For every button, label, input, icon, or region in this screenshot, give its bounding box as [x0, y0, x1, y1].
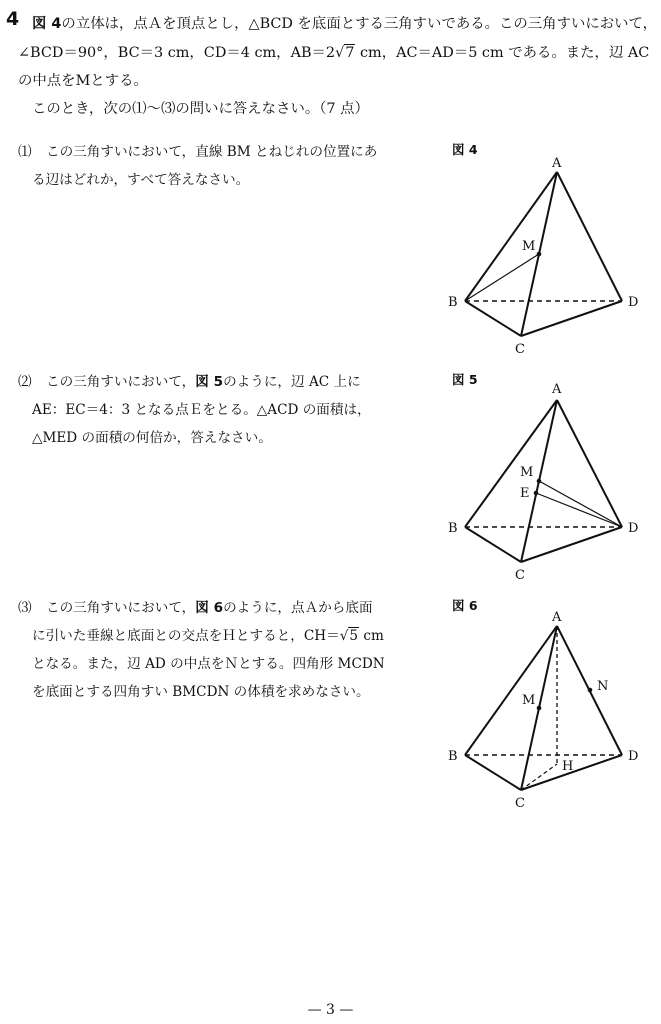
label-D: D	[628, 749, 639, 764]
point-M	[537, 252, 542, 257]
q3-line-2: に引いた垂線と底面との交点をＨとすると，CH＝√5 cm	[32, 628, 384, 644]
label-D: D	[628, 295, 639, 310]
point-E	[534, 491, 539, 496]
segment-BM	[465, 254, 539, 301]
q2-number: ⑵	[18, 374, 32, 390]
label-M: M	[522, 693, 536, 708]
edge-CD	[521, 301, 622, 336]
label-H: H	[562, 759, 574, 774]
label-C: C	[515, 796, 525, 811]
question-number: 4	[6, 8, 20, 30]
q2-line-1	[46, 370, 361, 390]
label-B: B	[448, 295, 458, 310]
q3-line-2-a: に引いた垂線と底面との交点をＨとすると，CH＝	[32, 628, 340, 644]
figure-4-pyramid	[440, 150, 650, 360]
page-number: — 3 —	[307, 1002, 354, 1018]
edge-AD	[557, 400, 622, 527]
q3-line-1-a: この三角すいにおいて，	[46, 600, 196, 616]
q2-line-2: AE：EC＝4：3 となる点Ｅをとる。△ACD の面積は，	[32, 402, 371, 418]
q2-line-1-b: のように，辺 AC 上に	[223, 374, 361, 390]
edge-CD	[521, 527, 622, 562]
q1-line-1: この三角すいにおいて，直線 BM とねじれの位置にあ	[46, 144, 378, 160]
label-N: N	[597, 679, 609, 694]
edge-AD	[557, 172, 622, 301]
figure-ref-5: 図 5	[195, 374, 224, 390]
figure-6-pyramid	[440, 604, 650, 814]
label-B: B	[448, 749, 458, 764]
figure-ref-6: 図 6	[195, 600, 224, 616]
label-M: M	[520, 465, 534, 480]
intro-line-4: このとき，次の⑴～⑶の問いに答えなさい。（7 点）	[32, 101, 369, 117]
intro-line-2-a: ∠BCD＝90°，BC＝3 cm，CD＝4 cm，AB＝2	[18, 45, 336, 61]
intro-line-1-text: の立体は，点Ａを頂点とし，△BCD を底面とする三角すいである。この三角すいにおいて，	[61, 16, 658, 32]
q3-line-3: となる。また，辺 AD の中点をＮとする。四角形 MCDN	[32, 656, 385, 672]
label-M: M	[522, 239, 536, 254]
label-E: E	[520, 486, 530, 501]
intro-line-1	[32, 12, 657, 33]
q3-number: ⑶	[18, 600, 32, 616]
edge-BC	[465, 755, 521, 790]
label-C: C	[515, 568, 525, 583]
fig5-label: 図 5	[452, 372, 478, 387]
label-B: B	[448, 521, 458, 536]
point-N	[588, 688, 593, 693]
figure-ref-4: 図 4	[32, 16, 62, 32]
edge-BC	[465, 301, 521, 336]
fig4-label: 図 4	[452, 142, 478, 157]
segment-ED	[536, 493, 622, 527]
label-A: A	[552, 610, 562, 625]
q2-line-1-a: この三角すいにおいて，	[46, 374, 196, 390]
intro-line-2: ∠BCD＝90°，BC＝3 cm，CD＝4 cm，AB＝2√7 cm，AC＝AD＝5 cm である。また，辺 AC	[18, 45, 650, 61]
q3-line-1-b: のように，点Ａから底面	[223, 600, 373, 616]
intro-line-3: の中点をMとする。	[18, 73, 148, 89]
intro-radicand: 7	[345, 45, 355, 61]
label-C: C	[515, 342, 525, 357]
point-M	[537, 706, 542, 711]
q1-number: ⑴	[18, 144, 32, 160]
edge-BC	[465, 527, 521, 562]
figure-5-pyramid	[440, 376, 650, 586]
intro-line-2-b: cm，AC＝AD＝5 cm である。また，辺 AC	[355, 45, 650, 61]
q3-line-1	[46, 596, 373, 616]
point-M	[537, 479, 542, 484]
q3-radicand: 5	[349, 628, 359, 644]
fig6-label: 図 6	[452, 598, 478, 613]
label-A: A	[552, 156, 562, 171]
label-A: A	[552, 382, 562, 397]
q3-line-4: を底面とする四角すい BMCDN の体積を求めなさい。	[32, 684, 370, 700]
label-D: D	[628, 521, 639, 536]
q1-line-2: る辺はどれか，すべて答えなさい。	[32, 172, 250, 188]
q2-line-3: △MED の面積の何倍か，答えなさい。	[32, 430, 272, 446]
q3-line-2-b: cm	[359, 628, 384, 644]
